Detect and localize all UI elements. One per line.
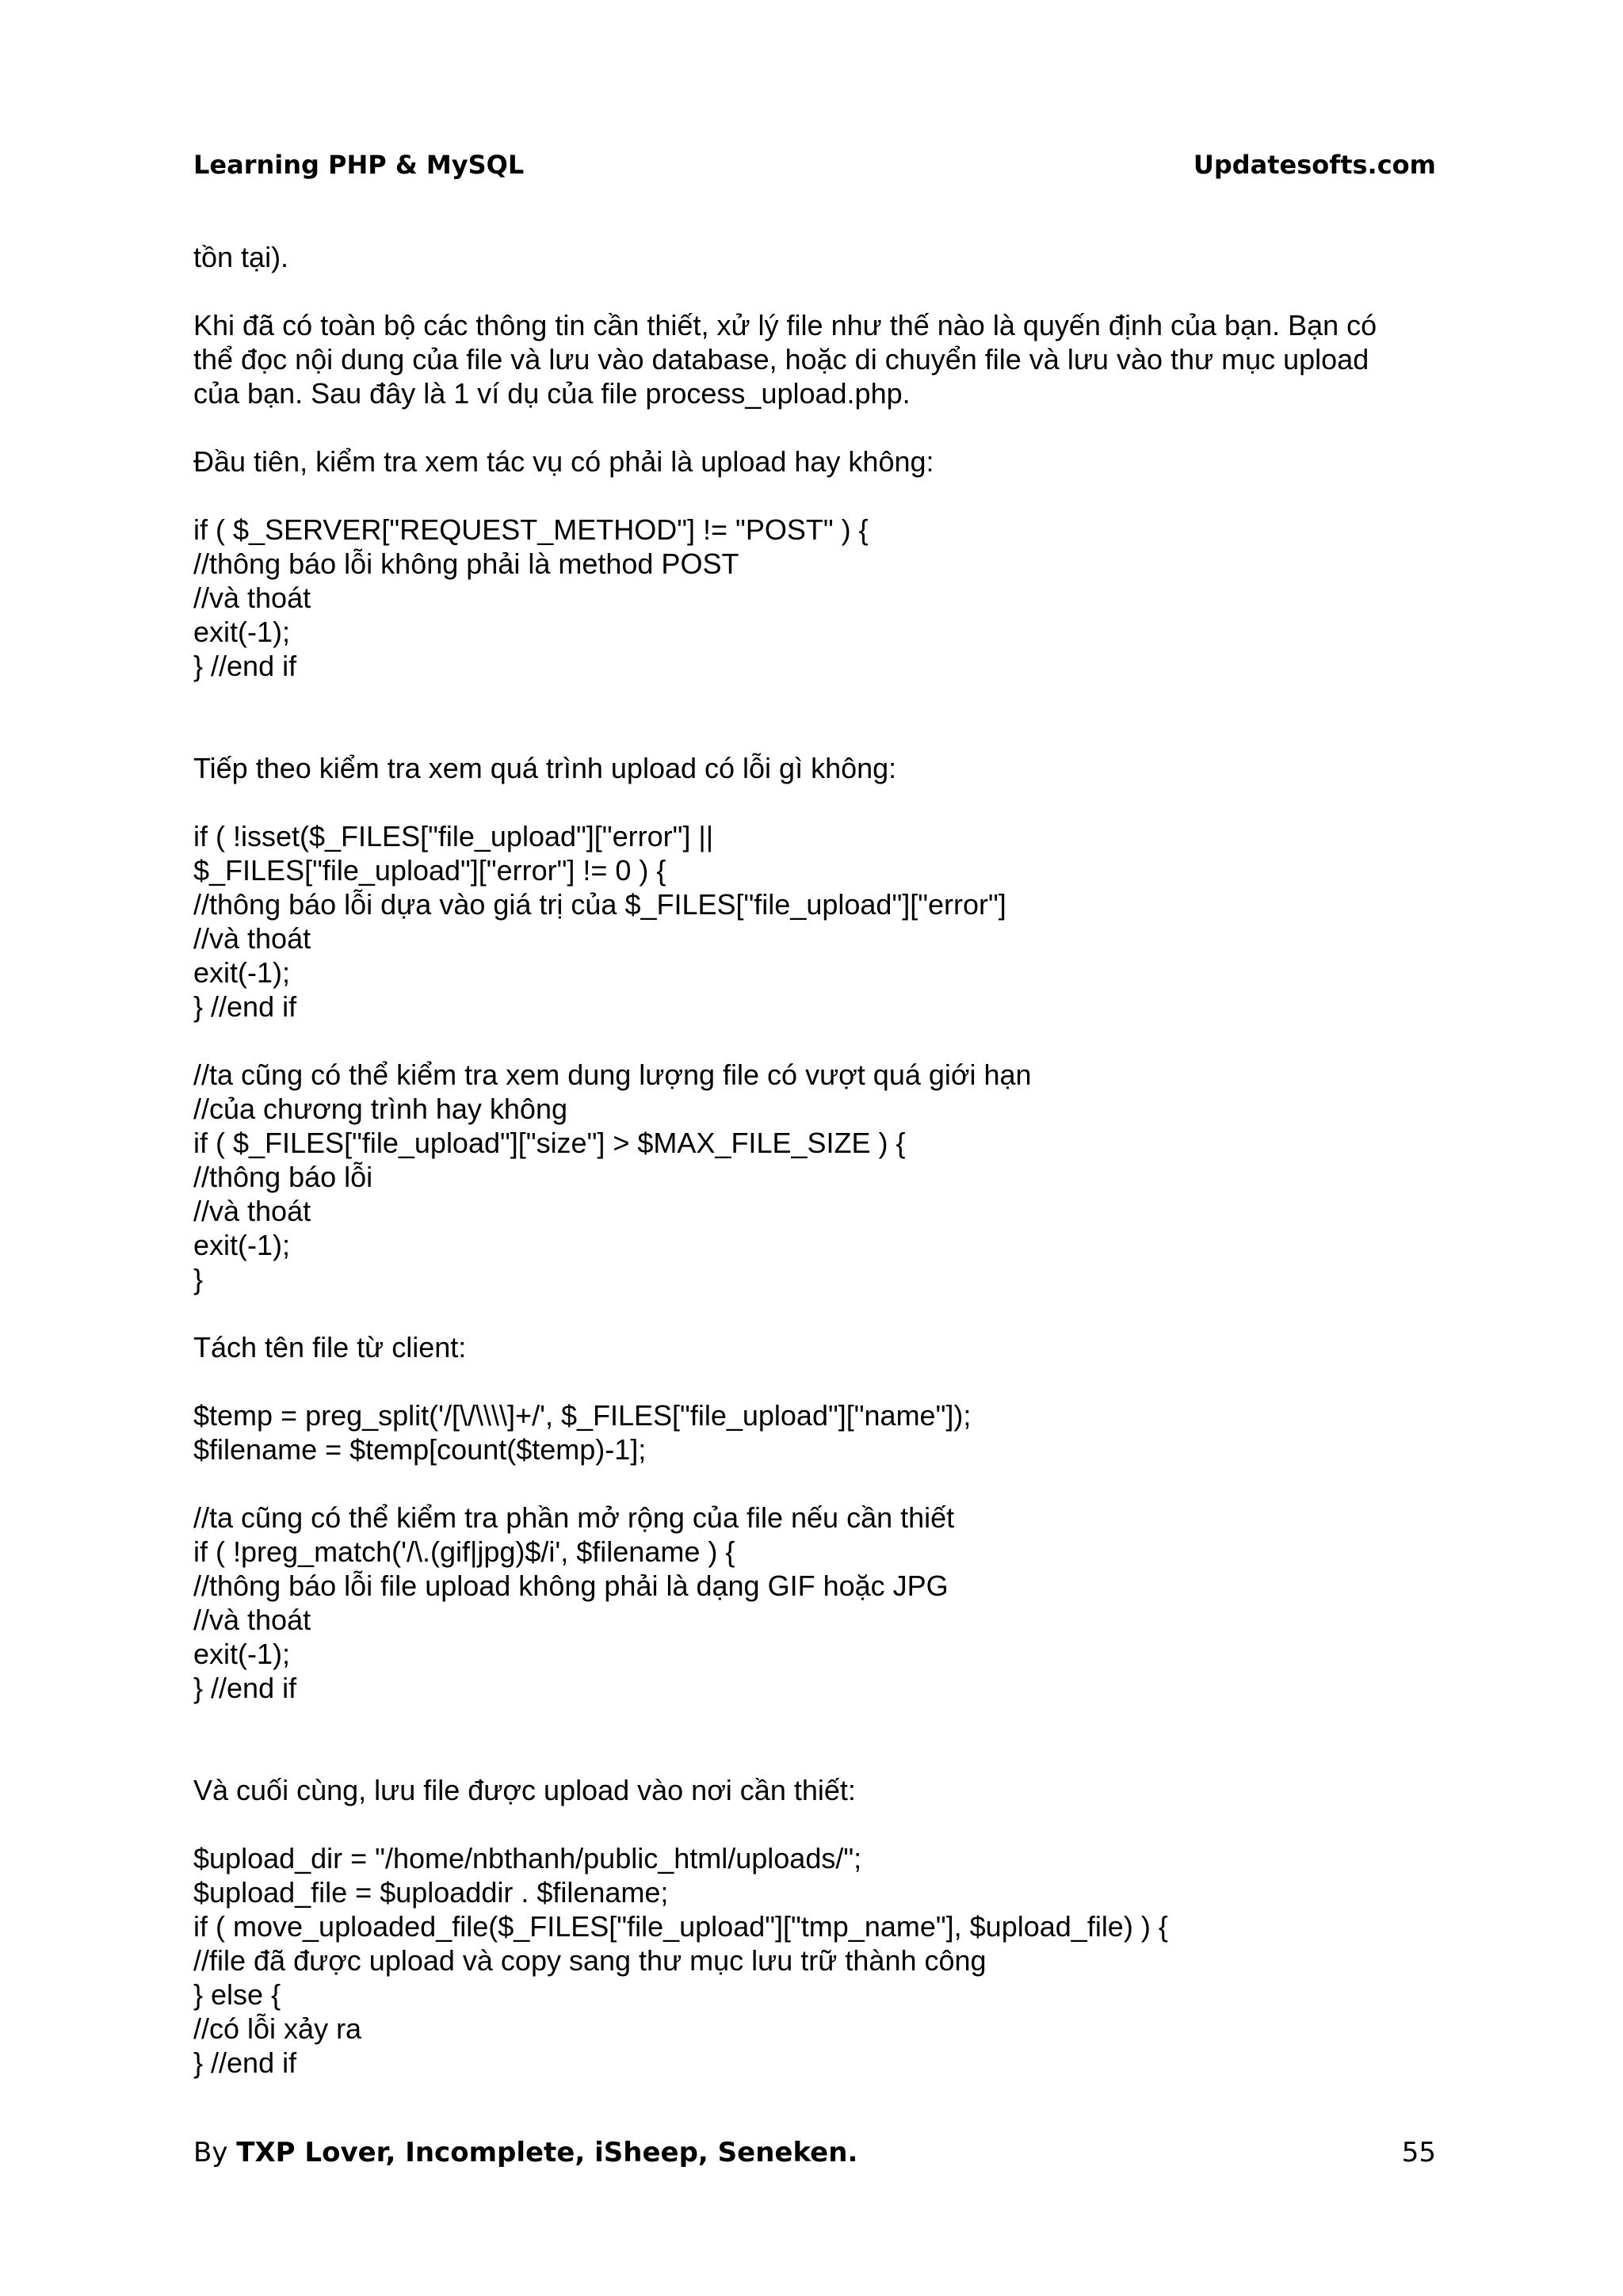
blank-line (193, 1705, 1477, 1739)
page-footer (193, 2134, 1436, 2171)
text-line: //và thoát (193, 582, 311, 614)
page-header (193, 147, 1436, 182)
text-line: } else { (193, 1978, 281, 2011)
text-line: //file đã được upload và copy sang thư mục lưu trữ thành công (193, 1944, 987, 1977)
blank-line (193, 1739, 1477, 1773)
blank-line (193, 410, 1477, 444)
text-line: //và thoát (193, 922, 311, 955)
text-line: $temp = preg_split('/[\/\\\\]+/', $_FILES["file_upload"]["name"]); (193, 1399, 972, 1432)
text-line: } //end if (193, 650, 297, 682)
footer-authors: TXP Lover, Incomplete, iSheep, Seneken. (236, 2137, 858, 2168)
text-line: if ( !preg_match('/\.(gif|jpg)$/i', $filename ) { (193, 1535, 735, 1568)
text-line: Tiếp theo kiểm tra xem quá trình upload có lỗi gì không: (193, 752, 897, 784)
text-line: $upload_file = $uploaddir . $filename; (193, 1876, 669, 1909)
text-line: } //end if (193, 1672, 297, 1704)
text-line: $filename = $temp[count($temp)-1]; (193, 1433, 647, 1466)
blank-line (193, 274, 1477, 308)
blank-line (193, 1296, 1477, 1330)
text-line: } //end if (193, 990, 297, 1023)
page-number: 55 (1401, 2137, 1436, 2168)
text-line: if ( $_FILES["file_upload"]["size"] > $MAX_FILE_SIZE ) { (193, 1127, 906, 1159)
text-line: //thông báo lỗi dựa vào giá trị của $_FILES["file_upload"]["error"] (193, 888, 1006, 921)
text-line: //và thoát (193, 1604, 311, 1636)
text-line: if ( $_SERVER["REQUEST_METHOD"] != "POST" ) { (193, 513, 869, 546)
blank-line (193, 1364, 1477, 1398)
blank-line (193, 683, 1477, 717)
blank-line (193, 1466, 1477, 1501)
text-line: } (193, 1263, 204, 1295)
text-line: exit(-1); (193, 1638, 291, 1670)
text-line: } //end if (193, 2046, 297, 2079)
text-line: tồn tại). (193, 241, 289, 273)
text-line: //có lỗi xảy ra (193, 2012, 362, 2045)
header-site-name: Updatesofts.com (1193, 150, 1436, 180)
text-line: thể đọc nội dung của file và lưu vào database, hoặc di chuyển file và lưu vào thư mục upload (193, 343, 1369, 376)
text-line: $_FILES["file_upload"]["error"] != 0 ) { (193, 854, 666, 887)
text-line: //thông báo lỗi không phải là method POST (193, 547, 739, 580)
blank-line (193, 785, 1477, 819)
blank-line (193, 717, 1477, 751)
text-line: Khi đã có toàn bộ các thông tin cần thiết, xử lý file như thế nào là quyến định của bạn. Bạn có (193, 309, 1377, 341)
text-line: $upload_dir = "/home/nbthanh/public_html/uploads/"; (193, 1842, 862, 1875)
text-line: //ta cũng có thể kiểm tra phần mở rộng của file nếu cần thiết (193, 1501, 955, 1534)
text-line: //thông báo lỗi file upload không phải là dạng GIF hoặc JPG (193, 1569, 949, 1602)
text-line: if ( move_uploaded_file($_FILES["file_upload"]["tmp_name"], $upload_file) ) { (193, 1910, 1168, 1943)
page-body (193, 240, 1477, 2080)
text-line: exit(-1); (193, 1229, 291, 1261)
blank-line (193, 479, 1477, 513)
footer-by-label: By (193, 2137, 237, 2168)
footer-credits (193, 2137, 857, 2168)
text-line: //và thoát (193, 1195, 311, 1227)
text-line: exit(-1); (193, 616, 291, 648)
text-line: exit(-1); (193, 956, 291, 989)
blank-line (193, 1024, 1477, 1058)
text-line: Tách tên file từ client: (193, 1331, 467, 1363)
text-line: Đầu tiên, kiểm tra xem tác vụ có phải là upload hay không: (193, 445, 934, 478)
text-line: //thông báo lỗi (193, 1161, 373, 1193)
text-line: //của chương trình hay không (193, 1093, 567, 1125)
text-line: if ( !isset($_FILES["file_upload"]["error"] || (193, 820, 714, 852)
header-book-title: Learning PHP & MySQL (193, 150, 525, 180)
text-line: //ta cũng có thể kiểm tra xem dung lượng file có vượt quá giới hạn (193, 1058, 1032, 1091)
text-line: Và cuối cùng, lưu file được upload vào nơi cần thiết: (193, 1774, 856, 1806)
blank-line (193, 1807, 1477, 1841)
text-line: của bạn. Sau đây là 1 ví dụ của file process_upload.php. (193, 377, 911, 410)
